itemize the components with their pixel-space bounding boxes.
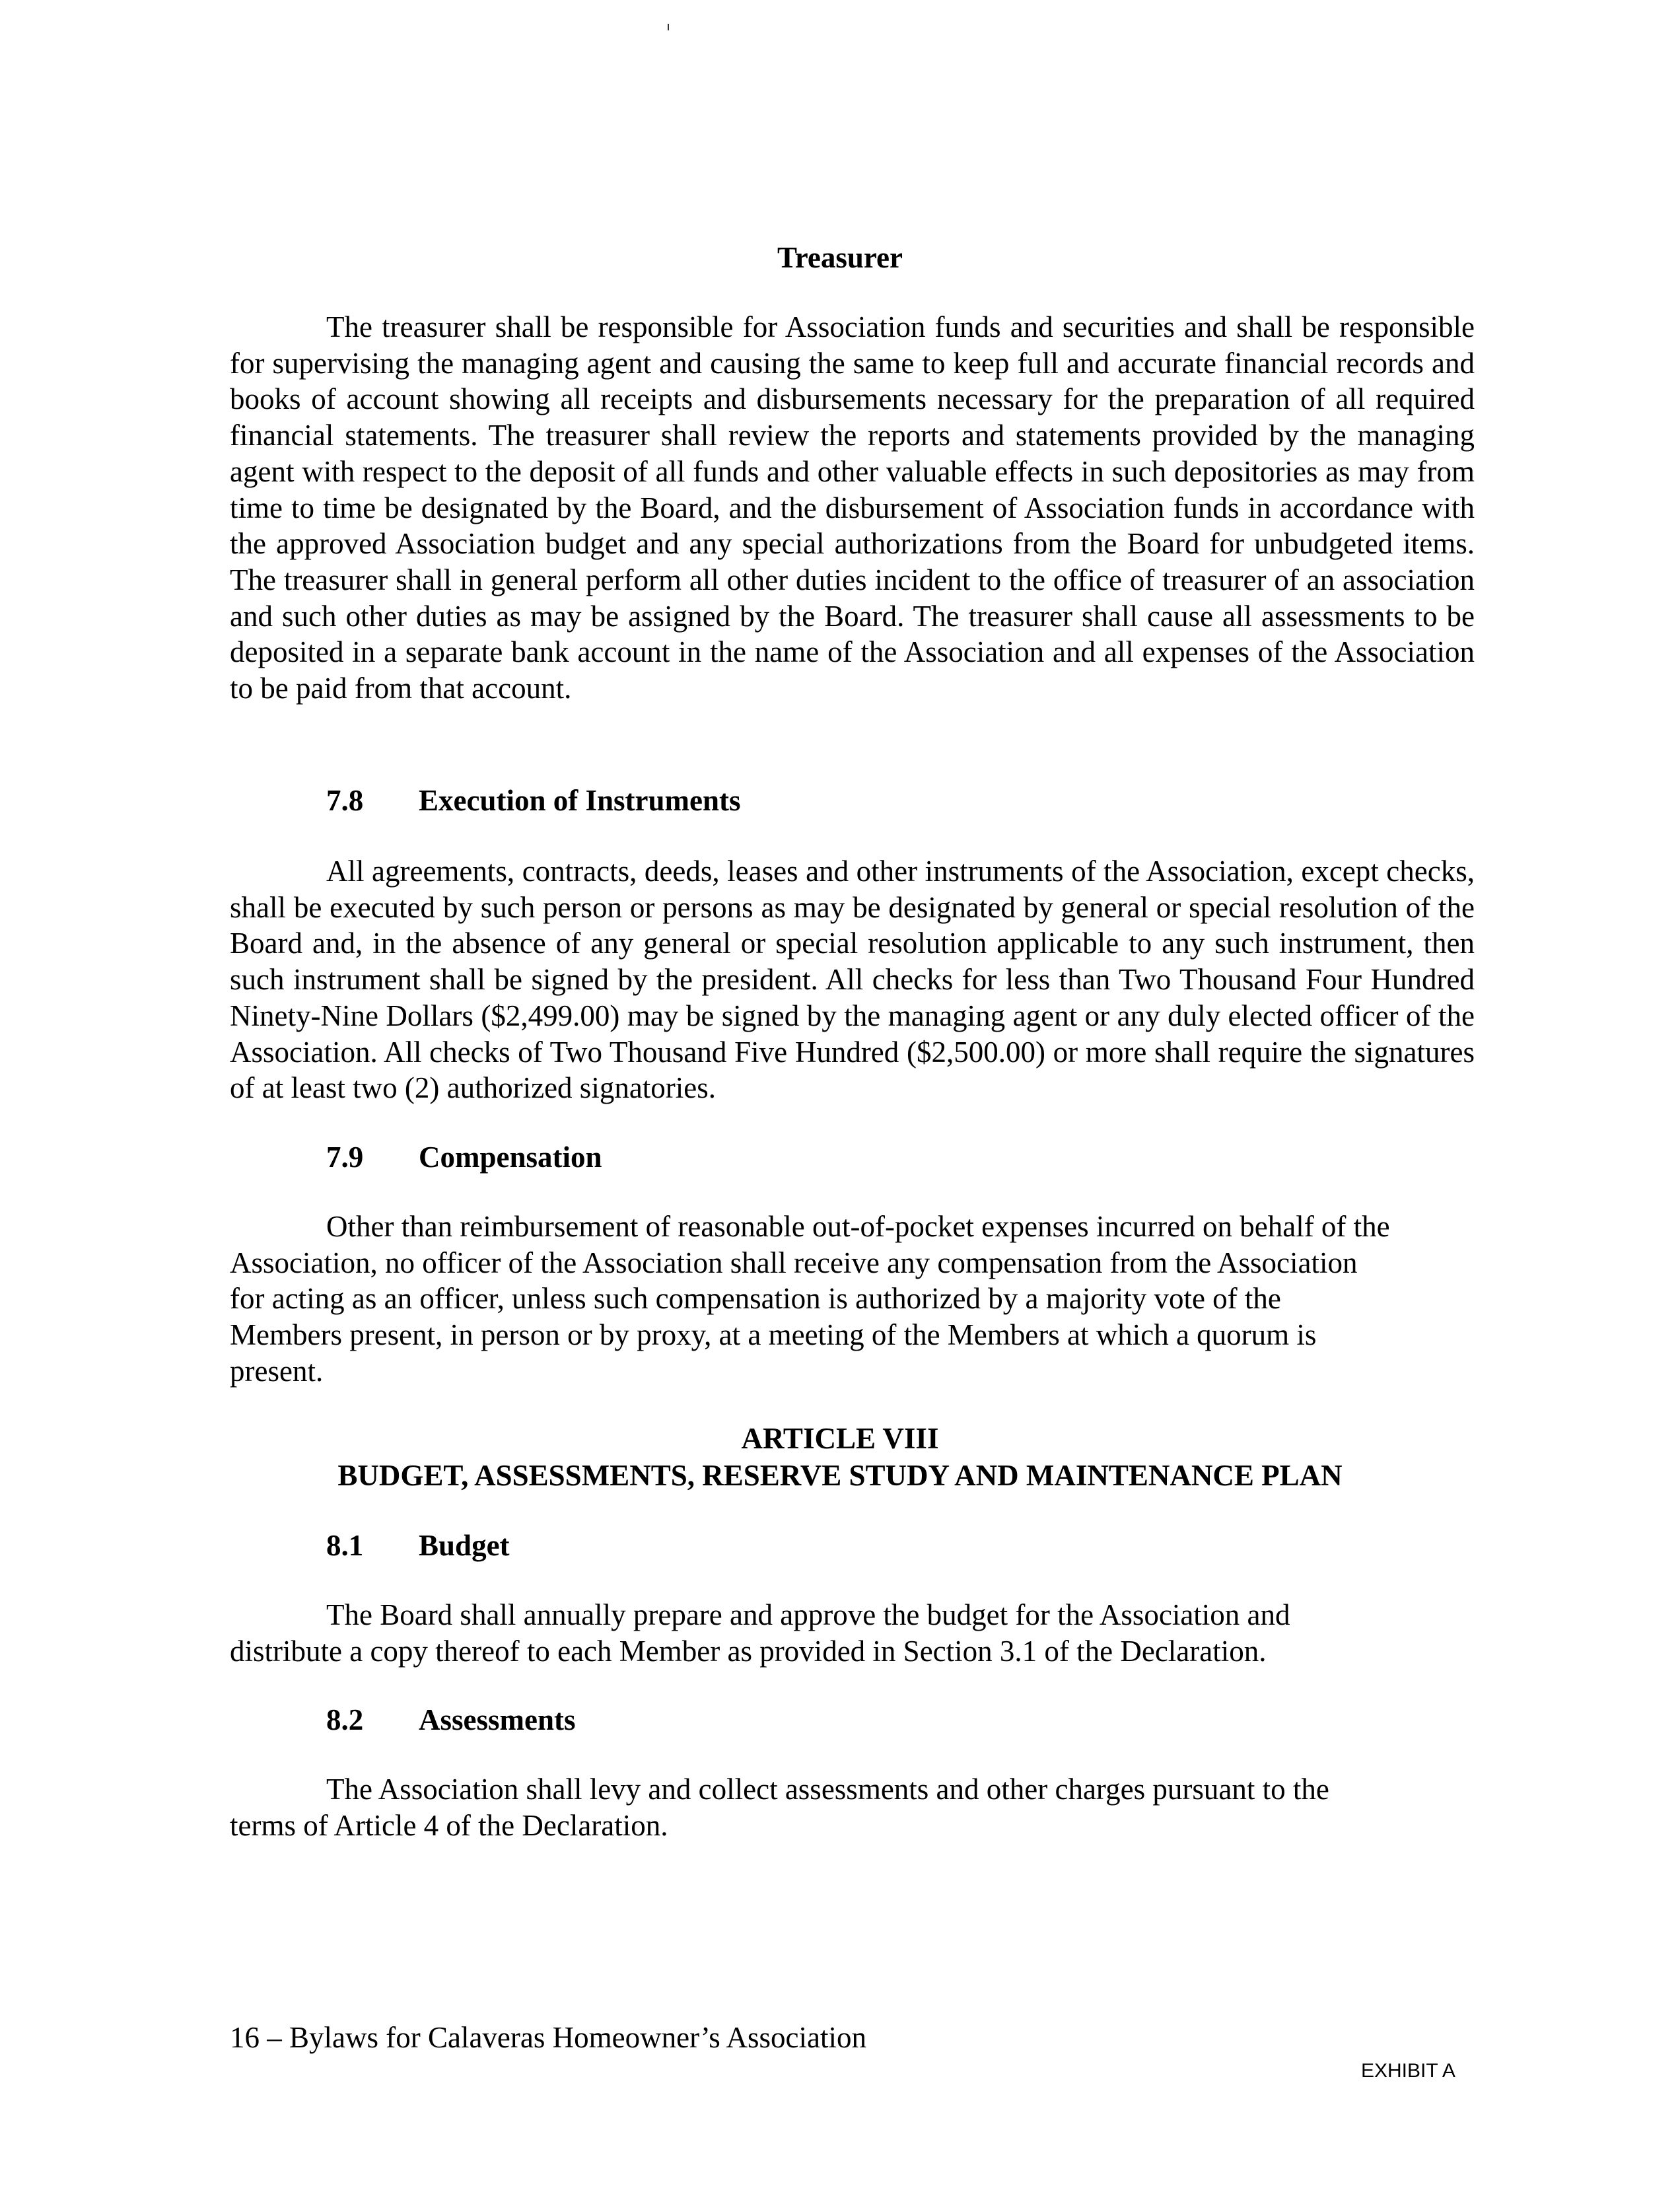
- text-line: Members present, in person or by proxy, at a meeting of the Members at which a quorum is: [230, 1318, 1317, 1352]
- text-line: for acting as an officer, unless such compensation is authorized by a majority vote of the: [230, 1282, 1281, 1316]
- heading-treasurer: Treasurer: [777, 241, 903, 274]
- text-line: The Board shall annually prepare and approve the budget for the Association and: [326, 1598, 1290, 1631]
- section-heading-7-8: [326, 782, 741, 820]
- section-title: Budget: [419, 1529, 510, 1562]
- paragraph-7-8: All agreements, contracts, deeds, leases and other instruments of the Association, except checks, shall be executed by such person or persons as may be designated by general or special resolution of the Board and, in the absence of any general or special resolution applicable to any such instrument, then such instrument shall be signed by the president. All checks for less than Two Thousand Four Hundred Ninety-Nine Dollars ($2,499.00) may be signed by the managing agent or any duly elected officer of the Association. All checks of Two Thousand Five Hundred ($2,500.00) or more shall require the signatures of at least two (2) authorized signatories.: [230, 855, 1475, 1105]
- section-number: 7.8: [326, 784, 364, 817]
- page-footer: 16 – Bylaws for Calaveras Homeowner’s Association: [230, 2021, 866, 2054]
- article-title: ARTICLE VIII: [741, 1422, 939, 1455]
- section-heading-7-9: [326, 1139, 602, 1176]
- section-title: Execution of Instruments: [419, 784, 741, 817]
- section-heading-8-2: [326, 1701, 576, 1739]
- exhibit-label: EXHIBIT A: [1361, 2060, 1455, 2082]
- section-title: Compensation: [419, 1141, 602, 1174]
- section-number: 8.1: [326, 1529, 364, 1562]
- scan-mark: [668, 24, 669, 30]
- text-line: distribute a copy thereof to each Member as provided in Section 3.1 of the Declaration.: [230, 1634, 1267, 1668]
- text-line: terms of Article 4 of the Declaration.: [230, 1808, 668, 1842]
- paragraph-7-9: [230, 1209, 1475, 1390]
- article-subtitle: BUDGET, ASSESSMENTS, RESERVE STUDY AND MAINTENANCE PLAN: [337, 1459, 1343, 1492]
- text-line: Association, no officer of the Association shall receive any compensation from the Association: [230, 1246, 1358, 1279]
- text-line: The Association shall levy and collect assessments and other charges pursuant to the: [326, 1773, 1329, 1806]
- paragraph-8-2: [230, 1771, 1475, 1843]
- section-number: 8.2: [326, 1703, 364, 1736]
- section-number: 7.9: [326, 1141, 364, 1174]
- paragraph-treasurer: The treasurer shall be responsible for Association funds and securities and shall be responsible for supervising the managing agent and causing the same to keep full and accurate financial records and books of account showing all receipts and disbursements necessary for the preparation of all required financial statements. The treasurer shall review the reports and statements provided by the managing agent with respect to the deposit of all funds and other valuable effects in such depositories as may from time to time be designated by the Board, and the disbursement of Association funds in accordance with the approved Association budget and any special authorizations from the Board for unbudgeted items. The treasurer shall in general perform all other duties incident to the office of treasurer of an association and such other duties as may be assigned by the Board. The treasurer shall cause all assessments to be deposited in a separate bank account in the name of the Association and all expenses of the Association to be paid from that account.: [230, 310, 1475, 705]
- text-line: present.: [230, 1354, 324, 1388]
- section-heading-8-1: [326, 1527, 510, 1565]
- text-line: Other than reimbursement of reasonable out-of-pocket expenses incurred on behalf of the: [326, 1210, 1390, 1243]
- section-title: Assessments: [419, 1703, 576, 1736]
- paragraph-8-1: [230, 1597, 1475, 1669]
